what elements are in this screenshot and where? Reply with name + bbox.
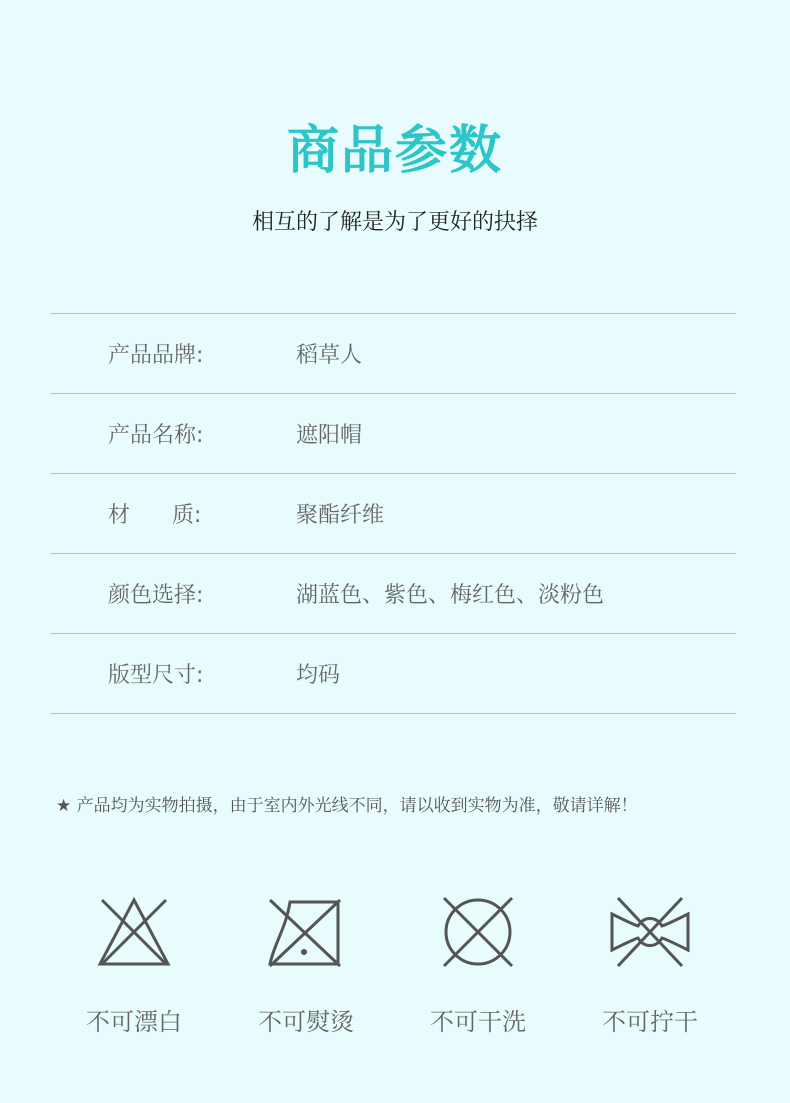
param-row-size — [50, 634, 736, 714]
param-row-colors — [50, 554, 736, 634]
page-title: 商品参数 — [286, 121, 503, 181]
care-label: 不可熨烫 — [258, 1008, 354, 1036]
no-dry-clean-icon — [438, 892, 518, 972]
param-row-brand — [50, 314, 736, 394]
param-label: 版型尺寸: — [108, 663, 204, 688]
no-bleach-icon — [94, 892, 174, 972]
param-value: 稻草人 — [296, 343, 363, 368]
param-label: 产品名称: — [108, 423, 204, 448]
care-label: 不可漂白 — [86, 1008, 182, 1036]
param-value: 聚酯纤维 — [296, 503, 385, 528]
care-instructions — [0, 892, 790, 1042]
param-value: 遮阳帽 — [296, 423, 363, 448]
param-value: 均码 — [296, 663, 341, 688]
param-value: 湖蓝色、紫色、梅红色、淡粉色 — [296, 583, 605, 608]
photo-disclaimer: ★ 产品均为实物拍摄，由于室内外光线不同，请以收到实物为准，敬请详解！ — [56, 796, 638, 816]
param-label: 产品品牌: — [108, 343, 204, 368]
param-row-material — [50, 474, 736, 554]
param-label: 颜色选择: — [108, 583, 204, 608]
param-row-name — [50, 394, 736, 474]
care-item-no-dry-clean — [408, 892, 548, 1037]
param-label: 材 质: — [108, 503, 202, 528]
care-item-no-wring — [580, 892, 720, 1037]
params-table — [50, 313, 736, 714]
page-subtitle: 相互的了解是为了更好的抉择 — [251, 210, 538, 235]
care-label: 不可干洗 — [430, 1008, 526, 1036]
no-iron-icon — [266, 892, 346, 972]
care-label: 不可拧干 — [602, 1008, 698, 1036]
care-item-no-iron — [236, 892, 376, 1037]
care-item-no-bleach — [64, 892, 204, 1037]
no-wring-icon — [610, 892, 690, 972]
